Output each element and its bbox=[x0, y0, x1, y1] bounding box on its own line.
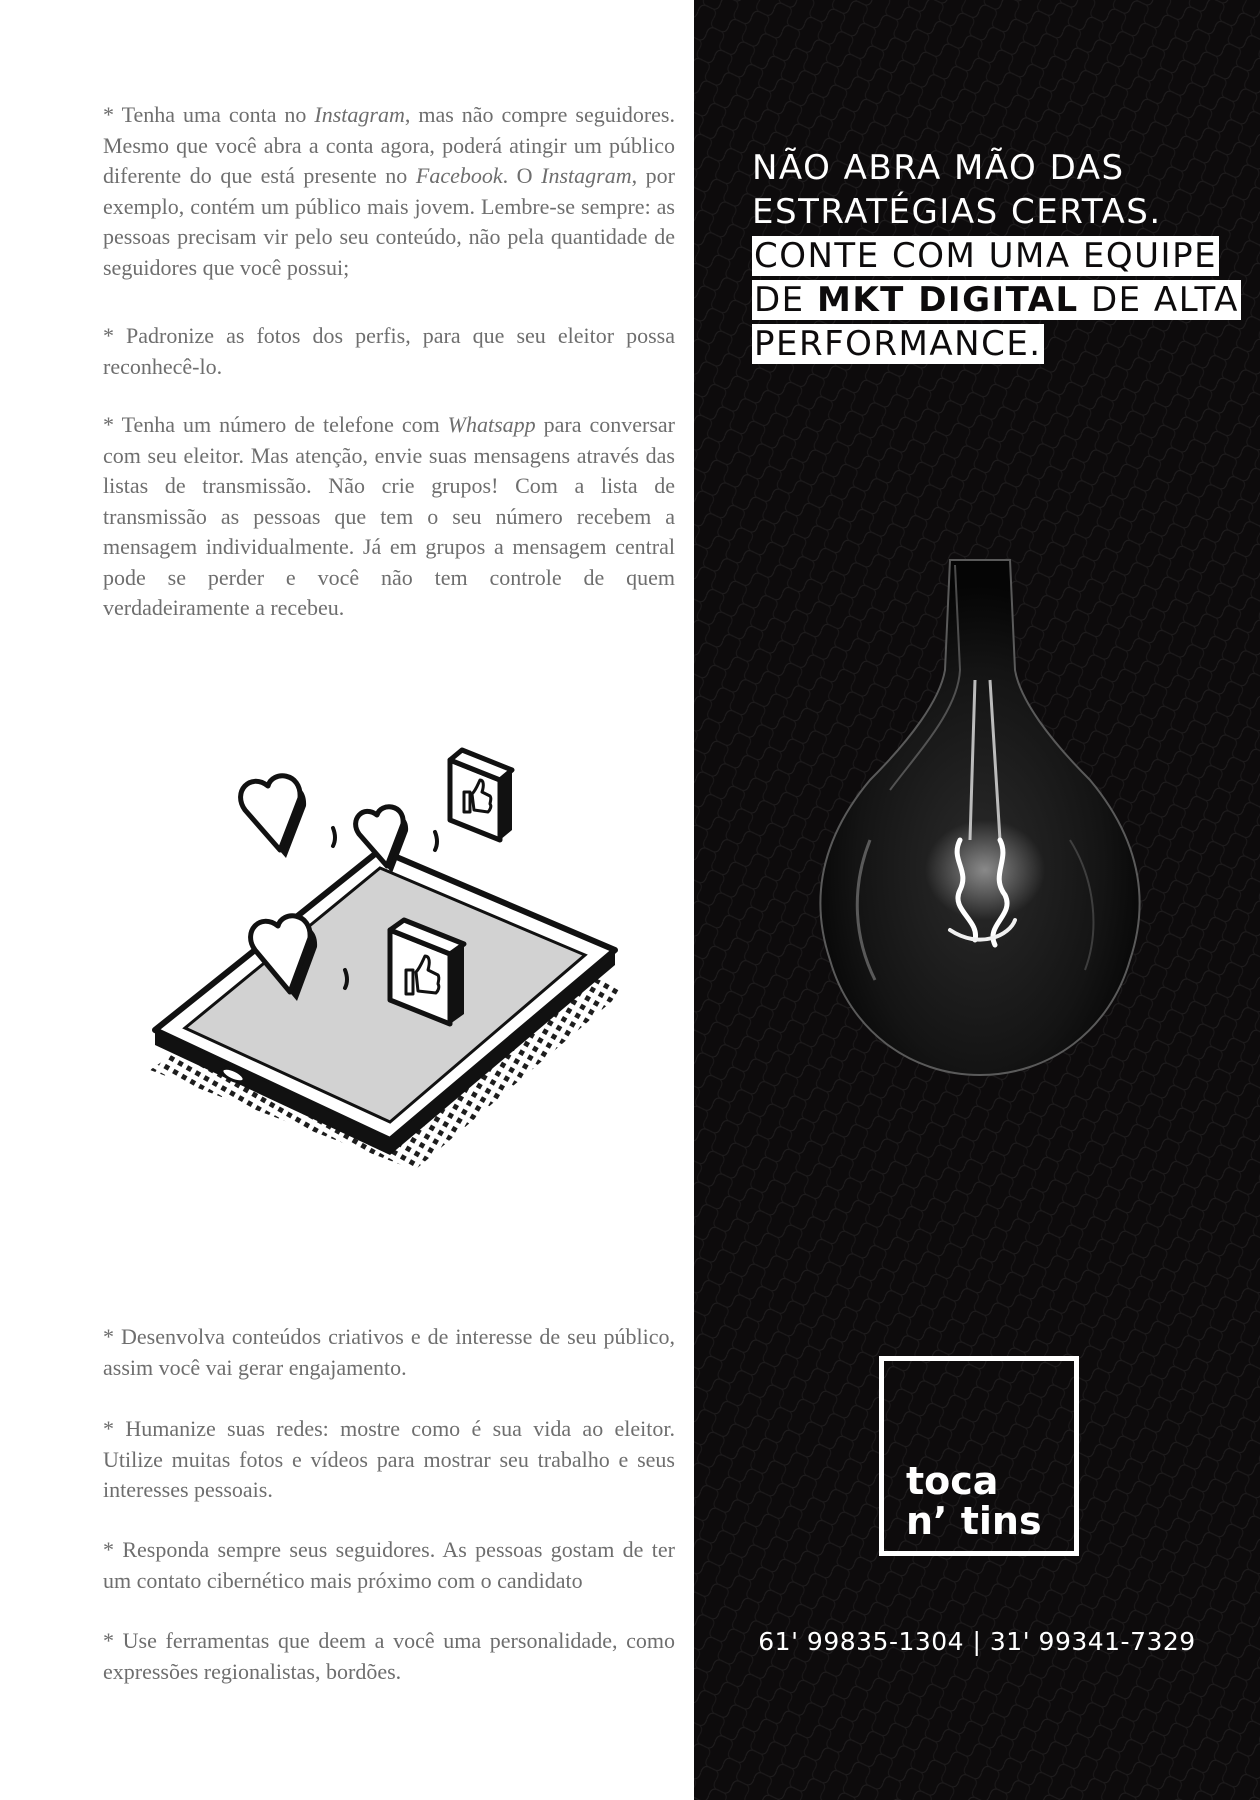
paragraph-personality bbox=[103, 1626, 675, 1687]
paragraph-text: * Use ferramentas que deem a você uma personalidade, como expressões regionalistas, bordões. bbox=[103, 1628, 675, 1684]
headline-line: ESTRATÉGIAS CERTAS. bbox=[752, 192, 1162, 232]
paragraph-text: para conversar com seu eleitor. Mas atenção, envie suas mensagens através das listas de transmissão. Não crie grupos! Com a lista de transmissão as pessoas que tem o seu número recebem a mensagem individualmente. Já em grupos a mensagem central pode se perder e você não tem controle de quem verdadeiramente a recebeu. bbox=[103, 412, 675, 620]
paragraph-instagram bbox=[103, 100, 675, 283]
paragraph-respond-followers bbox=[103, 1535, 675, 1596]
paragraph-creative-content bbox=[103, 1322, 675, 1383]
paragraph-text: * Desenvolva conteúdos criativos e de interesse de seu público, assim você vai gerar engajamento. bbox=[103, 1324, 675, 1380]
heart-icon bbox=[241, 776, 307, 858]
paragraph-profile-photos bbox=[103, 321, 675, 382]
italic-term: Whatsapp bbox=[447, 412, 536, 437]
paragraph-whatsapp bbox=[103, 410, 675, 624]
italic-term: Facebook bbox=[415, 163, 503, 188]
headline-line: NÃO ABRA MÃO DAS bbox=[752, 148, 1125, 188]
italic-term: Instagram bbox=[314, 102, 405, 127]
italic-term: Instagram bbox=[541, 163, 632, 188]
paragraph-text: * Tenha um número de telefone com bbox=[103, 412, 448, 437]
paragraph-humanize bbox=[103, 1414, 675, 1506]
logo-text bbox=[906, 1461, 1042, 1541]
paragraph-text: . O bbox=[502, 163, 542, 188]
thumbs-up-icon bbox=[450, 750, 512, 840]
headline-highlight: PERFORMANCE. bbox=[754, 324, 1042, 364]
headline-bold: MKT DIGITAL bbox=[816, 280, 1079, 320]
headline-highlight: DE MKT DIGITAL DE ALTA bbox=[754, 280, 1239, 320]
logo-line: toca bbox=[906, 1459, 999, 1503]
phone-numbers: 61' 99835-1304 | 31' 99341-7329 bbox=[758, 1627, 1196, 1656]
headline-highlight: CONTE COM UMA EQUIPE bbox=[754, 236, 1218, 276]
paragraph-text: * Padronize as fotos dos perfis, para que seu eleitor possa reconhecê-lo. bbox=[103, 323, 675, 379]
paragraph-text: , mas não compre seguidores. Mesmo que você abra a conta agora, poderá atingir um público diferente do que está presente no bbox=[103, 102, 675, 188]
logo-line: n’ tins bbox=[906, 1499, 1042, 1543]
headline bbox=[752, 146, 1241, 366]
paragraph-text: * Tenha uma conta no bbox=[103, 102, 315, 127]
lightbulb-image bbox=[810, 540, 1150, 1100]
smartphone-social-illustration bbox=[145, 740, 645, 1180]
paragraph-text: , por exemplo, contém um público mais jovem. Lembre-se sempre: as pessoas precisam vir pelo seu conteúdo, não pela quantidade de seguidores que você possui; bbox=[103, 163, 676, 280]
paragraph-text: * Humanize suas redes: mostre como é sua vida ao eleitor. Utilize muitas fotos e vídeos para mostrar seu trabalho e seus interesses pessoais. bbox=[103, 1416, 675, 1502]
smartphone-icon bbox=[155, 850, 615, 1155]
paragraph-text: * Responda sempre seus seguidores. As pessoas gostam de ter um contato cibernético mais próximo com o candidato bbox=[103, 1537, 675, 1593]
toca-ntins-logo bbox=[879, 1356, 1079, 1556]
